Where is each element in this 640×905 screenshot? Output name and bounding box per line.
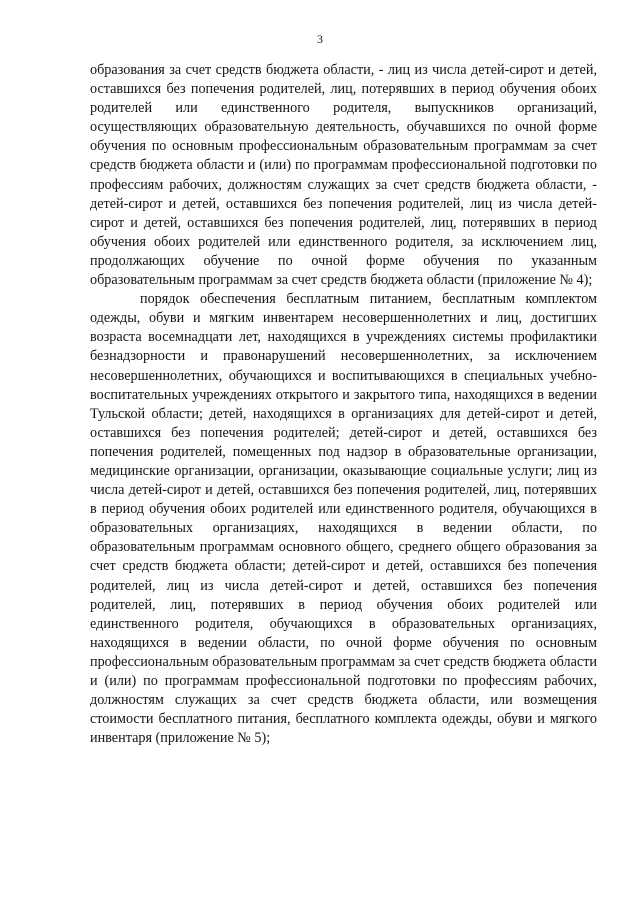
- page-number: 3: [317, 32, 323, 46]
- paragraph-continuation: образования за счет средств бюджета области, - лиц из числа детей-сирот и детей, оставшихся без попечения родителей, лиц, потерявших в период обучения обоих родителей или единственного родителя, выпускников организаций, осуществляющих образовательную деятельность, обучавшихся по очной форме обучения по основным профессиональным образовательным программам за счет средств бюджета области и (или) по программам профессиональной подготовки по профессиям рабочих, должностям служащих за счет средств бюджета области, - детей-сирот и детей, оставшихся без попечения родителей, лиц из числа детей-сирот и детей, оставшихся без попечения родителей, лиц, потерявших в период обучения обоих родителей или единственного родителя, за исключением лиц, продолжающих обучение по очной форме обучения по указанным образовательным программам за счет средств бюджета области (приложение № 4);: [90, 62, 597, 289]
- document-body: [90, 61, 597, 748]
- paragraph-appendix-5: порядок обеспечения бесплатным питанием, бесплатным комплектом одежды, обуви и мягким инвентарем несовершеннолетних и лиц, достигших возраста восемнадцати лет, находящихся в учреждениях системы профилактики безнадзорности и правонарушений несовершеннолетних, за исключением несовершеннолетних, обучающихся и воспитывающихся в специальных учебно-воспитательных учреждениях открытого и закрытого типа, находящихся в ведении Тульской области; детей, находящихся в организациях для детей-сирот и детей, оставшихся без попечения родителей; детей-сирот и детей, оставшихся без попечения родителей, помещенных под надзор в образовательные организации, медицинские организации, организации, оказывающие социальные услуги; лиц из числа детей-сирот и детей, оставшихся без попечения родителей, лиц, потерявших в период обучения обоих родителей или единственного родителя, обучающихся в образовательных организациях, находящихся в ведении области, по образовательным программам основного общего, среднего общего образования за счет средств бюджета области; детей-сирот и детей, оставшихся без попечения родителей, лиц из числа детей-сирот и детей, оставшихся без попечения родителей, лиц, потерявших в период обучения обоих родителей или единственного родителя, обучающихся в образовательных организациях, находящихся в ведении области, по очной форме обучения по основным профессиональным образовательным программам за счет средств бюджета области и (или) по программам профессиональной подготовки по профессиям рабочих, должностям служащих за счет средств бюджета области, или возмещения стоимости бесплатного питания, бесплатного комплекта одежды, обуви и мягкого инвентаря (приложение № 5);: [90, 291, 597, 747]
